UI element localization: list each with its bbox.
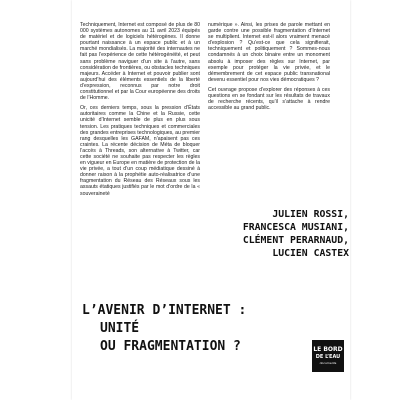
book-title-line: L’AVENIR D’INTERNET : xyxy=(82,303,247,318)
author-list xyxy=(203,208,349,260)
summary-column-left xyxy=(80,22,200,201)
publisher-logo-line: LE BORD xyxy=(313,346,343,354)
publisher-logo-line: documents xyxy=(319,360,337,365)
author-name: CLÉMENT PERARNAUD, xyxy=(242,235,349,246)
author-name: JULIEN ROSSI, xyxy=(272,209,349,220)
author-name: LUCIEN CASTEX xyxy=(272,248,349,259)
author-name: FRANCESCA MUSIANI, xyxy=(242,222,349,233)
book-title xyxy=(82,302,322,356)
publisher-logo xyxy=(312,340,344,372)
summary-paragraph: numérique ». Ainsi, les prises de parole mettant en garde contre une possible fragmentation d’Internet se multiplient. Internet est-il alors vraiment menacé d’explosion ? Qu’est-ce que cela signifierait, techniquement et politiquement ? Sommes-nous condamnés à un choix binaire entre un monoment absolu à imposer des règles sur Internet, par exemple pour protéger la vie privée, et le démembrement de cet espace public transnational devenu essentiel pour nos vies démocratiques ? xyxy=(208,22,330,83)
summary-paragraph: Cet ouvrage propose d’explorer des réponses à ces questions en se fondant sur les résultats de travaux de recherche récents, qu’il s’attache à rendre accessible au grand public. xyxy=(208,86,330,112)
summary-paragraph: Or, ces derniers temps, sous la pression d’États autoritaires comme la Chine et la Russie, cette unicité d’Internet semble de plus en plus sous tension. Les pratiques techniques et commerciales des grandes entreprises technologiques, au premier rang desquelles les GAFAM, n’apaisent pas ces craintes. La récente décision de Méta de bloquer l’accès à Threads, son alternative à Twitter, car cette société ne souhaite pas respecter les règles en vigueur en Europe en matière de protection de la vie privée, a tout d’un coup médiatique dessiné à donner raison à la prophétie auto-réalisatrice d’une fragmentation du Réseau des Réseaux sous les assauts étatiques justifiés par le mot d’ordre de la « souveraineté xyxy=(80,105,200,197)
publisher-logo-line: DE L’EAU xyxy=(315,353,341,360)
book-title-line: UNITÉ xyxy=(100,321,140,336)
book-title-line: OU FRAGMENTATION ? xyxy=(100,339,241,354)
summary-column-right xyxy=(208,22,330,115)
summary-paragraph: Techniquement, Internet est composé de plus de 80 000 systèmes autonomes au 11 avril 2023 équipés de matériel et de logiciels hétérogènes. Il donne pourtant naissance à un espace public et à un marché mondialisés. La majorité des internautes ne fait pas l’expérience de cette hétérogénéité, et peut sans problème naviguer d’un site à l’autre, sans considération de frontières, ou obstacles techniques majeurs. Accéder à Internet et pouvoir publier sont aujourd’hui des éléments essentiels de la liberté d’expression, reconnus par notre droit constitutionnel et par la Cour européenne des droits de l’Homme. xyxy=(80,22,200,102)
